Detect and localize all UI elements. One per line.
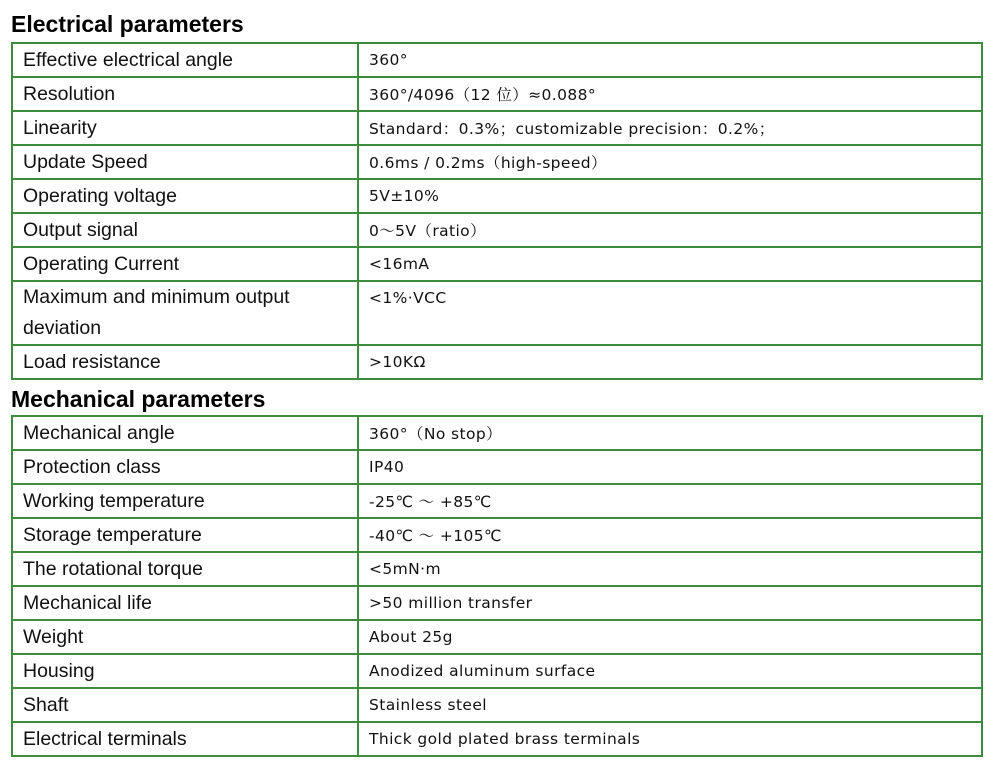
row-label: Electrical terminals — [12, 722, 358, 756]
row-label: Effective electrical angle — [12, 43, 358, 77]
table-row — [12, 247, 982, 281]
row-value: <16mA — [358, 247, 982, 281]
table-row — [12, 688, 982, 722]
table-row — [12, 77, 982, 111]
table-row — [12, 111, 982, 145]
row-label: Resolution — [12, 77, 358, 111]
row-label: The rotational torque — [12, 552, 358, 586]
row-value: 5V±10% — [358, 179, 982, 213]
row-label: Load resistance — [12, 345, 358, 379]
table-row — [12, 213, 982, 247]
mechanical-section-title: Mechanical parameters — [11, 386, 266, 412]
table-row — [12, 43, 982, 77]
row-value: <1%·VCC — [358, 281, 982, 345]
row-value: About 25g — [358, 620, 982, 654]
row-value: >50 million transfer — [358, 586, 982, 620]
row-label: Shaft — [12, 688, 358, 722]
row-label: Mechanical angle — [12, 416, 358, 450]
row-value: Standard：0.3%；customizable precision：0.2%； — [358, 111, 982, 145]
electrical-section-title: Electrical parameters — [11, 11, 244, 37]
electrical-parameters-table — [11, 42, 983, 380]
table-row — [12, 518, 982, 552]
row-label: Operating voltage — [12, 179, 358, 213]
row-label: Operating Current — [12, 247, 358, 281]
table-row — [12, 179, 982, 213]
mechanical-parameters-table — [11, 415, 983, 757]
row-label: Weight — [12, 620, 358, 654]
row-value: 0～5V（ratio） — [358, 213, 982, 247]
table-row — [12, 620, 982, 654]
table-row — [12, 450, 982, 484]
table-row — [12, 345, 982, 379]
row-value: Anodized aluminum surface — [358, 654, 982, 688]
row-value: 360°（No stop） — [358, 416, 982, 450]
row-label: Housing — [12, 654, 358, 688]
row-value: 360° — [358, 43, 982, 77]
row-label: Linearity — [12, 111, 358, 145]
row-value: IP40 — [358, 450, 982, 484]
row-label: Working temperature — [12, 484, 358, 518]
row-value: -25℃ ～ +85℃ — [358, 484, 982, 518]
row-value: -40℃ ～ +105℃ — [358, 518, 982, 552]
table-row — [12, 654, 982, 688]
table-row — [12, 586, 982, 620]
table-row — [12, 552, 982, 586]
row-value: Thick gold plated brass terminals — [358, 722, 982, 756]
row-label: Output signal — [12, 213, 358, 247]
row-label: Update Speed — [12, 145, 358, 179]
table-row — [12, 145, 982, 179]
row-label: Storage temperature — [12, 518, 358, 552]
table-row — [12, 722, 982, 756]
row-value: Stainless steel — [358, 688, 982, 722]
row-value: >10KΩ — [358, 345, 982, 379]
row-label: Maximum and minimum output deviation — [12, 281, 358, 345]
table-row — [12, 484, 982, 518]
row-label: Protection class — [12, 450, 358, 484]
row-value: <5mN·m — [358, 552, 982, 586]
table-row — [12, 281, 982, 345]
row-value: 360°/4096（12 位）≈0.088° — [358, 77, 982, 111]
row-label: Mechanical life — [12, 586, 358, 620]
row-value: 0.6ms / 0.2ms（high-speed） — [358, 145, 982, 179]
table-row — [12, 416, 982, 450]
